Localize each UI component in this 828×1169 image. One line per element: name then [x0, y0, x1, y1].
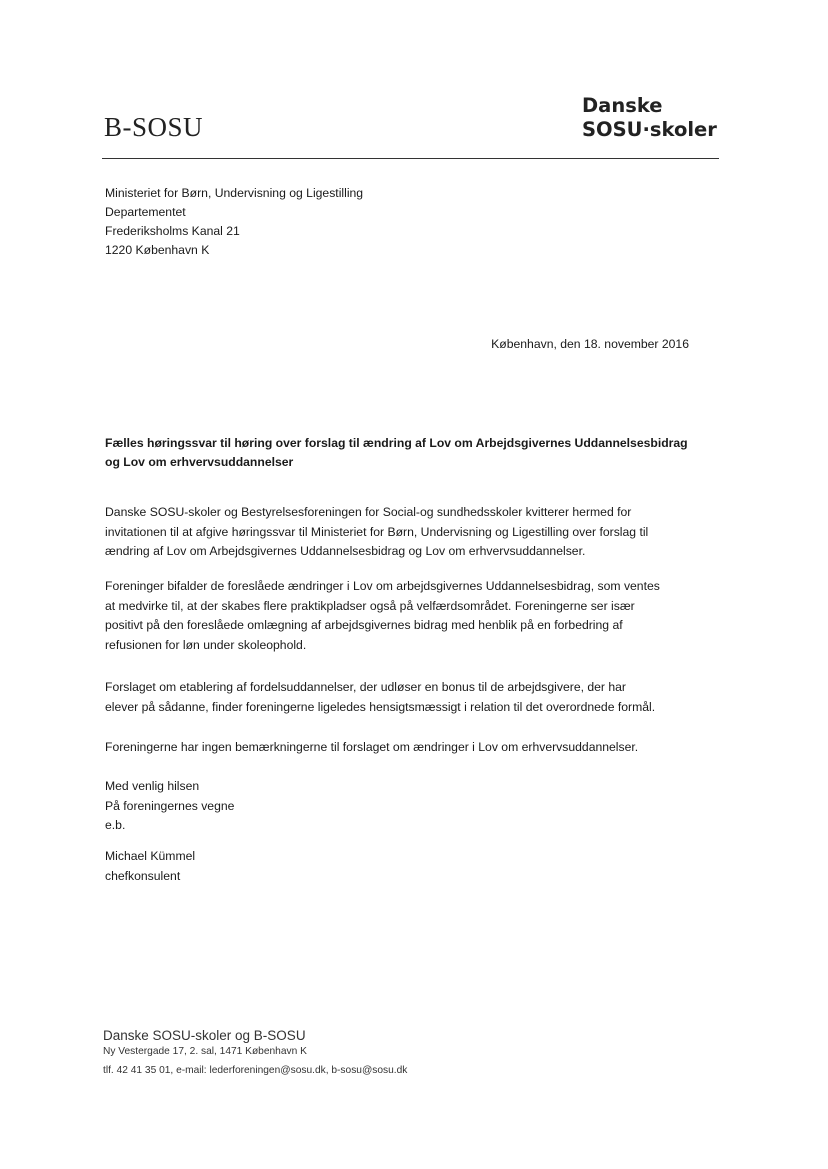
logo-line-2: SOSU·skoler — [582, 118, 717, 141]
recipient-line: 1220 København K — [105, 243, 210, 257]
subject-line: og Lov om erhvervsuddannelser — [105, 455, 294, 469]
signer-block — [105, 847, 195, 886]
paragraph-4 — [105, 738, 730, 758]
letter-date: København, den 18. november 2016 — [491, 337, 689, 351]
paragraph-line: ændring af Lov om Arbejdsgivernes Uddannelsesbidrag og Lov om erhvervsuddannelser. — [105, 544, 586, 558]
subject-line: Fælles høringssvar til høring over forslag til ændring af Lov om Arbejdsgivernes Uddannelsesbidrag — [105, 436, 688, 450]
closing-line: Med venlig hilsen — [105, 779, 200, 793]
recipient-line: Departementet — [105, 205, 186, 219]
paragraph-line: positivt på den foreslåede omlægning af arbejdsgivernes bidrag med henblik på en forbedring af — [105, 618, 623, 632]
paragraph-line: Foreningerne har ingen bemærkningerne til forslaget om ændringer i Lov om erhvervsuddannelser. — [105, 740, 639, 754]
b-sosu-logo: B-SOSU — [104, 112, 204, 142]
footer-address: Ny Vestergade 17, 2. sal, 1471 København K — [103, 1046, 307, 1057]
closing-line: På foreningernes vegne — [105, 798, 235, 813]
paragraph-2 — [105, 577, 730, 655]
recipient-line: Frederiksholms Kanal 21 — [105, 224, 240, 238]
paragraph-3 — [105, 678, 730, 717]
signer-name: Michael Kümmel — [105, 849, 196, 863]
paragraph-line: refusionen for løn under skoleophold. — [105, 637, 307, 652]
paragraph-1 — [105, 503, 730, 562]
paragraph-line: Danske SOSU-skoler og Bestyrelsesforeningen for Social-og sundhedsskoler kvitterer hermed for — [105, 505, 632, 519]
paragraph-line: elever på sådanne, finder foreningerne ligeledes hensigtsmæssigt i relation til det overordnede formål. — [105, 699, 656, 714]
footer-contact: tlf. 42 41 35 01, e-mail: lederforeningen@sosu.dk, b-sosu@sosu.dk — [103, 1065, 408, 1076]
closing-line: e.b. — [105, 818, 126, 832]
closing-block — [105, 777, 234, 836]
paragraph-line: Foreninger bifalder de foreslåede ændringer i Lov om arbejdsgivernes Uddannelsesbidrag, som ventes — [105, 579, 660, 593]
recipient-line: Ministeriet for Børn, Undervisning og Ligestilling — [105, 186, 364, 200]
logo-line-1: Danske — [582, 94, 663, 117]
paragraph-line: invitationen til at afgive høringssvar til Ministeriet for Børn, Undervisning og Ligestilling over forslag til — [105, 524, 649, 539]
signer-title: chefkonsulent — [105, 868, 181, 883]
header-divider — [102, 158, 719, 159]
subject-heading — [105, 434, 725, 472]
paragraph-line: at medvirke til, at der skabes flere praktikpladser også på velfærdsområdet. Foreningerne ser især — [105, 598, 635, 613]
footer-org: Danske SOSU-skoler og B-SOSU — [103, 1028, 306, 1043]
paragraph-line: Forslaget om etablering af fordelsuddannelser, der udløser en bonus til de arbejdsgivere, der har — [105, 680, 626, 694]
danske-sosu-skoler-logo — [582, 94, 717, 142]
recipient-address — [105, 184, 363, 260]
letter-footer — [103, 1028, 407, 1076]
